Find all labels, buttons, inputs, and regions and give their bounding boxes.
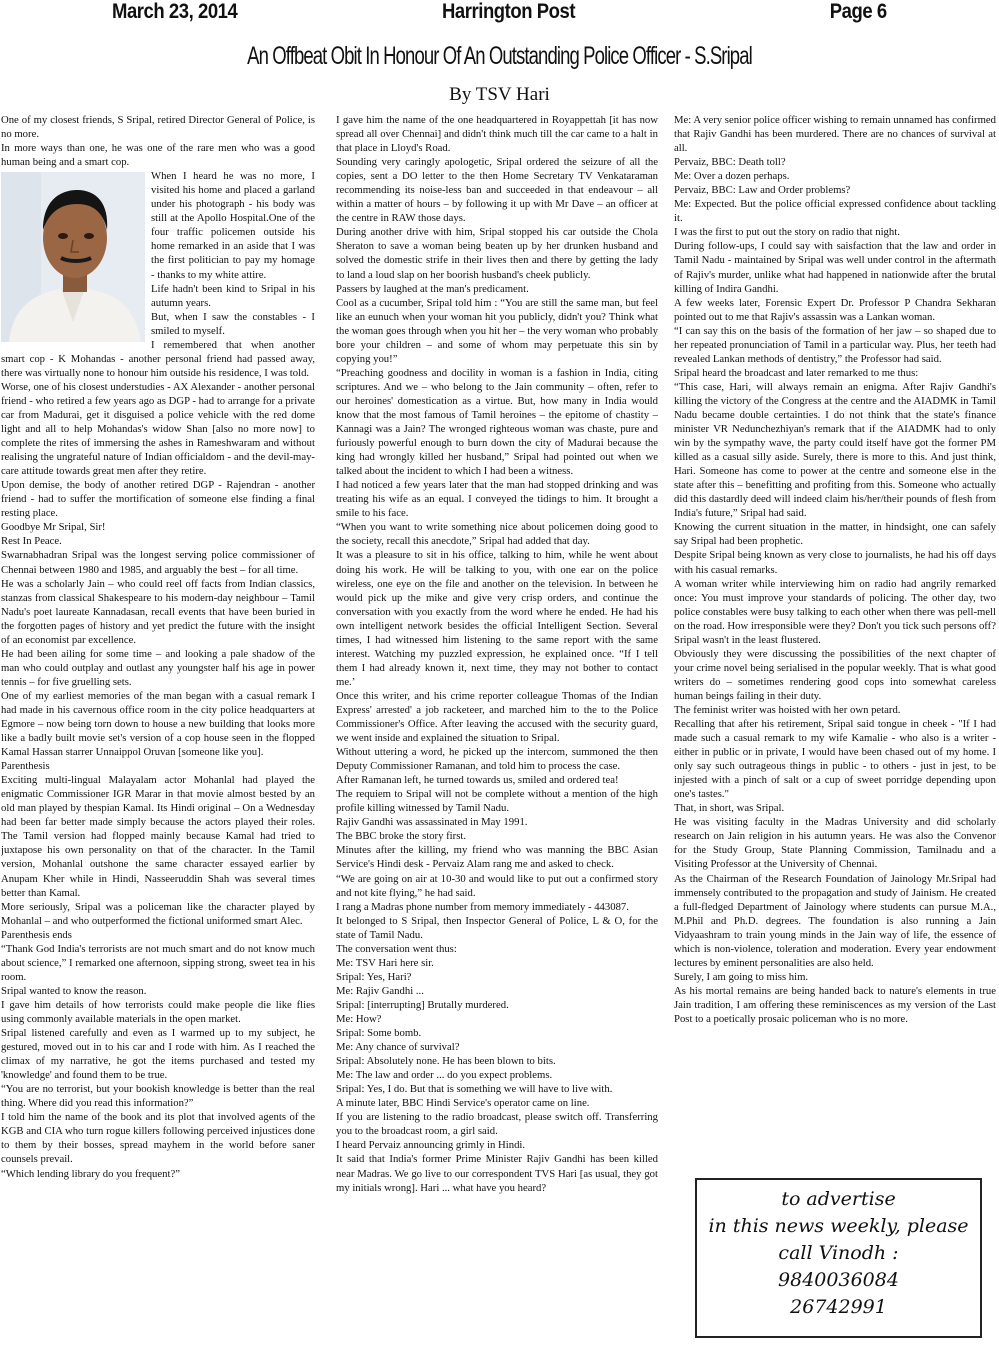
paragraph: Exciting multi-lingual Malayalam actor Mohanlal had played the enigmatic Commissioner IGR Marar in that movie almost bested by an old man played by thespian Kamal. Its Hindi original – On a Wednesday had been far better made simply because the actors played their roles. The Tamil version had flopped mainly because Kamal had tried to juxtapose his own personality on that of the character. In the Tamil version, Mohanlal outshone the same character essayed earlier by Anupam Kher while in Hindi, Nasseeruddin Shah was several times better than Kamal. bbox=[1, 774, 315, 899]
dialogue-line: Sripal: Yes, Hari? bbox=[336, 970, 412, 983]
paragraph: More seriously, Sripal was a policeman like the character played by Mohanlal – and who outperformed the fictional uniformed smart Alec. bbox=[1, 900, 315, 927]
paragraph: I rang a Madras phone number from memory immediately - 443087. bbox=[336, 900, 629, 913]
paragraph: The BBC broke the story first. bbox=[336, 830, 467, 843]
paragraph: “I can say this on the basis of the formation of her jaw – so shaped due to her repeated pronunciation of Tamil in a particular way. Plus, her teeth had revealed Lankan methods of dentistry,” the Professor had said. bbox=[674, 324, 996, 365]
portrait-photo bbox=[1, 172, 145, 342]
paragraph: The requiem to Sripal will not be complete without a mention of the high profile killing witnessed by Tamil Nadu. bbox=[336, 788, 658, 815]
article-column-2 bbox=[336, 113, 658, 1343]
dialogue-line: Me: Any chance of survival? bbox=[336, 1041, 460, 1054]
article-byline: By TSV Hari bbox=[449, 84, 550, 105]
dialogue-line: Sripal: [interrupting] Brutally murdered. bbox=[336, 998, 509, 1011]
dialogue-line: Pervaiz, BBC: Death toll? bbox=[674, 156, 786, 169]
ad-phone-mobile: 9840036084 bbox=[778, 1269, 899, 1291]
paragraph: One of my earliest memories of the man began with a casual remark I had made in his cavernous office room in the city police headquarters at Egmore – now being torn down to house a new building that looks more like a badly built movie set's version of a cop house seen in the flopped Kamal Hassan starrer Unnaippol Oruvan [someone like you]. bbox=[1, 689, 315, 759]
paragraph: “Which lending library do you frequent?” bbox=[1, 1167, 180, 1180]
paragraph: It was a pleasure to sit in his office, talking to him, while he went about doing his work. He will be talking to you, with one ear on the police wireless, one eye on the file and another on the television. In between he would pick up the mike and give very crisp orders, and continue the conversation with you exactly from the word where he ended. He had his own intelligent network besides the official Intelligent Section. Several times, I had witnessed him listening to the same report with the same interest. Watching my puzzled expression, he explained once. “If I tell them I had already known it, next time, they may not bother to contact me.’ bbox=[336, 549, 658, 688]
paragraph: “This case, Hari, will always remain an enigma. After Rajiv Gandhi's killing the victory of the Congress at the centre and the AIADMK in Tamil Nadu became double certainties. I do not think that the state's finance minister VR Nedunchezhiyan's remark that if the AIADMK had to only win by the sympathy wave, the party could itself have got the former PM killed as a casual silly aside. Surely, there is more to this. And just think, Hari. Someone has come to power at the centre and someone else in the state after this – benefitting and profiting from this. Someone who actually did this dastardly deed will indeed claim his/her/their pounds of flesh from India's future,” Sripal had said. bbox=[674, 380, 996, 520]
paragraph: Once this writer, and his crime reporter colleague Thomas of the Indian Express' arrested' a job racketeer, and marched him to the to the Police Commissioner's Office. After leaving the accused with the security guard, we went inside and explained the situation to Sripal. bbox=[336, 689, 658, 745]
paragraph: I was the first to put out the story on radio that night. bbox=[674, 226, 900, 239]
paragraph: I gave him the name of the one headquartered in Royappettah [it has now spread all over Chennai] and didn't think much till the car came to a halt in that place in Lloyd's Road. bbox=[336, 114, 658, 155]
paragraph: I heard Pervaiz announcing grimly in Hindi. bbox=[336, 1139, 526, 1152]
dialogue-line: Me: TSV Hari here sir. bbox=[336, 956, 434, 969]
paragraph: Rest In Peace. bbox=[1, 535, 62, 548]
dialogue-line: Me: The law and order ... do you expect problems. bbox=[336, 1069, 553, 1082]
paragraph: “When you want to write something nice about policemen doing good to the society, recall this anecdote,” Sripal had added that day. bbox=[336, 521, 658, 548]
paragraph: Rajiv Gandhi was assassinated in May 1991. bbox=[336, 816, 528, 829]
advertisement-box bbox=[695, 1178, 982, 1338]
paragraph: That, in short, was Sripal. bbox=[674, 802, 785, 815]
paragraph: Sripal listened carefully and even as I warmed up to my subject, he gestured, moved out in to his car and I rode with him. As I reached the climax of my narrative, he got the items purchased and tested my 'knowledge' and found them to be true. bbox=[1, 1027, 315, 1082]
article-headline: An Offbeat Obit In Honour Of An Outstanding Police Officer - S.Sripal bbox=[247, 42, 752, 70]
paragraph: When I heard he was no more, I visited his home and placed a garland under his photograph - his body was still at the Apollo Hospital.One of the four traffic policemen outside his home remarked in an aside that I was the first politician to pay my homage - thanks to my white attire. bbox=[151, 170, 315, 281]
paragraph: Sounding very caringly apologetic, Sripal ordered the seizure of all the copies, sent a DO letter to the then Home Secretary TV Venkataraman recommending its noise-less ban and succeeded in that endeavour – all within a matter of hours – by following it up with Mr Dave – an officer at the centre in RAW those days. bbox=[336, 156, 658, 225]
issue-date: March 23, 2014 bbox=[112, 0, 238, 23]
paragraph: He was visiting faculty in the Madras University and did scholarly research on Jain religion in his autumn years. He was also the Convenor for the Study Group, State Planning Commission, Tamilnadu and a Visiting Professor at the University of Chennai. bbox=[674, 816, 996, 871]
paragraph: A woman writer while interviewing him on radio had angrily remarked once: You must improve your standards of policing. The other day, two police constables were busy talking to each other when there was pell-mell on the road. How irresponsible were they? Don't you tick such persons off? bbox=[674, 577, 996, 632]
paragraph: Despite Sripal being known as very close to journalists, he had his off days with his casual remarks. bbox=[674, 549, 996, 576]
dialogue-line: Me: Expected. But the police official expressed confidence about tackling it. bbox=[674, 198, 996, 225]
paragraph: After Ramanan left, he turned towards us, smiled and ordered tea! bbox=[336, 774, 619, 787]
masthead bbox=[0, 0, 999, 26]
paragraph: I gave him details of how terrorists could make people die like flies using commonly available materials in the open market. bbox=[1, 998, 315, 1025]
paragraph: Upon demise, the body of another retired DGP - Rajendran - another friend - had to suffer the mortification of someone else finding a final resting place. bbox=[1, 479, 315, 520]
ad-line: to advertise bbox=[781, 1188, 896, 1210]
paragraph: A few weeks later, Forensic Expert Dr. Professor P Chandra Sekharan pointed out to me that Rajiv's assassin was a Lankan woman. bbox=[674, 296, 996, 323]
paragraph: Surely, I am going to miss him. bbox=[674, 970, 809, 983]
paragraph: I told him the name of the book and its plot that involved agents of the KGB and CIA who turn rogue killers following perceived injustices done to them by their bosses, spread mayhem in the world before saner counsels prevail. bbox=[1, 1111, 315, 1166]
paragraph: “You are no terrorist, but your bookish knowledge is better than the real thing. Where did you read this information?” bbox=[1, 1083, 315, 1110]
article-column-1 bbox=[1, 113, 315, 1343]
paragraph: Minutes after the killing, my friend who was manning the BBC Asian Service's Hindi desk - Pervaiz Alam rang me and asked to check. bbox=[336, 844, 658, 871]
paragraph: It belonged to S Sripal, then Inspector General of Police, L & O, for the state of Tamil Nadu. bbox=[336, 914, 658, 941]
paragraph: Recalling that after his retirement, Sripal said tongue in cheek - "If I had made such a casual remark to my wife Kamalie - who also is a writer - either in public or in private, I would have been chased out of my home. I only say such outrageous things in public - to others - just in jest, to be injested with a pinch of salt or a cup of sweet porridge depending upon one's tastes." bbox=[674, 718, 996, 801]
paragraph: As the Chairman of the Research Foundation of Jainology Mr.Sripal had immensely contributed to the propagation and study of Jainism. He created a full-fledged Department of Jainology where students can pursue M.A., M.Phil and Ph.D. degrees. The foundation is also running a Jain Vidyaashram to train young minds in the Jain way of life, the essence of which is non-violence, toleration and moderation. Every year endowment lectures by eminent personalities are also held. bbox=[674, 872, 996, 969]
paragraph: Life hadn't been kind to Sripal in his autumn years. bbox=[151, 282, 315, 309]
paragraph: The feminist writer was hoisted with her own petard. bbox=[674, 703, 901, 716]
paragraph: Goodbye Mr Sripal, Sir! bbox=[1, 521, 106, 534]
paragraph: He was a scholarly Jain – who could reel off facts from Indian classics, stanzas from classical Shakespeare to his modern-day neighbour – Tamil Nadu's poet laureate Kannadasan, recall events that have been buried in the forgotten pages of history and yet predict the future with the insight of an economist par excellence. bbox=[1, 577, 315, 646]
paragraph: Obviously they were discussing the possibilities of the next chapter of your crime novel being serialised in the popular weekly. That is what good writers do – sometimes rendering good cops into somewhat careless human beings failing in their duty. bbox=[674, 647, 996, 702]
paragraph: “We are going on air at 10-30 and would like to put out a confirmed story and not kite flying,” he had said. bbox=[336, 872, 658, 899]
paragraph: Cool as a cucumber, Sripal told him : “You are still the same man, but feel like an eunuch when your woman hit you publicly, didn't you? Think what the woman goes through when you hit her – the very woman who probably bore your children – and some of whom may perpetuate this sin by copying you!” bbox=[336, 296, 658, 365]
dialogue-line: Me: How? bbox=[336, 1013, 382, 1025]
paragraph: “Thank God India's terrorists are not much smart and do not know much about science,” I remarked one afternoon, sipping strong, sweet tea in his room. bbox=[1, 942, 315, 983]
ad-line: in this news weekly, please bbox=[708, 1215, 969, 1237]
paragraph: He had been ailing for some time – and looking a pale shadow of the man who could outplay and outlast any youngster half his age in power tennis – for five gruelling sets. bbox=[1, 647, 315, 688]
dialogue-line: Sripal: Yes, I do. But that is something we will have to live with. bbox=[336, 1083, 613, 1096]
paragraph: Worse, one of his closest understudies - AX Alexander - another personal friend - who retired a few years ago as DGP - had to arrange for a private car from Madurai, get it disguised a police vehicle with the red dome light and all to help Mohandas's widow Shan [also no more now] to complete the rites of immersing the ashes in Rameshwaram and without realising the ungrateful nature of Indian officialdom - and the devil-may-care attitude towards great men after they retire. bbox=[1, 380, 315, 478]
dialogue-line: Me: Over a dozen perhaps. bbox=[674, 170, 790, 183]
paragraph: Sripal wanted to know the reason. bbox=[1, 984, 147, 997]
paragraph: “Preaching goodness and docility in woman is a fashion in India, citing scriptures. And we – who belong to the Jain community – often, refer to our heroines' domestication as a virtue. But, how many in India would know that the most famous of Tamil heroines – the epitome of chastity – Kannagi was a Jain? The wronged righteous woman was chaste, pure and furiously powerful enough to burn down the city of Madurai because the king had wrongly killed her husband,” Sripal had pointed out when we talked about the incident to which I had been a witness. bbox=[336, 366, 658, 478]
paragraph: Without uttering a word, he picked up the intercom, summoned the then Deputy Commissioner Ramanan, and told him to process the case. bbox=[336, 746, 658, 773]
paragraph: Sripal heard the broadcast and later remarked to me thus: bbox=[674, 366, 919, 379]
dialogue-line: Pervaiz, BBC: Law and Order problems? bbox=[674, 184, 851, 197]
paragraph: I had noticed a few years later that the man had stopped drinking and was treating his wife as an equal. I conveyed the tidings to him. It brought a smile to his face. bbox=[336, 479, 658, 520]
paragraph: During follow-ups, I could say with saisfaction that the law and order in Tamil Nadu - maintained by Sripal was well under control in the aftermath of Rajiv's murder, unlike what had happened in nationwide after the brutal killing of Indira Gandhi. bbox=[674, 240, 996, 295]
dialogue-line: Me: Rajiv Gandhi ... bbox=[336, 984, 424, 997]
paragraph: In more ways than one, he was one of the rare men who was a good human being and a smart cop. bbox=[1, 142, 315, 169]
article-column-3 bbox=[674, 113, 996, 1148]
ad-contact-line: call Vinodh : bbox=[778, 1242, 899, 1264]
section-marker: Parenthesis ends bbox=[1, 928, 72, 941]
page-number: Page 6 bbox=[830, 0, 887, 23]
publication-name: Harrington Post bbox=[442, 0, 576, 23]
paragraph: As his mortal remains are being handed back to nature's elements in true Jain tradition, I am offering these reminiscences as my version of the Last Post to a poetically prosaic policeman who is no more. bbox=[674, 984, 996, 1025]
paragraph: Sripal wasn't in the least flustered. bbox=[674, 633, 821, 646]
paragraph: Swarnabhadran Sripal was the longest serving police commissioner of Chennai between 1980 and 1985, and arguably the best – for all time. bbox=[1, 549, 315, 576]
section-marker: Parenthesis bbox=[1, 760, 50, 773]
paragraph: A minute later, BBC Hindi Service's operator came on line. bbox=[336, 1097, 590, 1110]
paragraph: If you are listening to the radio broadcast, please switch off. Transferring you to the broadcast room, a girl said. bbox=[336, 1111, 658, 1138]
paragraph: Knowing the current situation in the matter, in hindsight, one can safely say Sripal had been prophetic. bbox=[674, 521, 996, 548]
paragraph: It said that India's former Prime Minister Rajiv Gandhi has been killed near Madras. We go live to our correspondent TVS Hari [as usual, they got my initials wrong]. Hari ... what have you heard? bbox=[336, 1153, 658, 1194]
ad-phone-landline: 26742991 bbox=[790, 1296, 887, 1318]
paragraph: One of my closest friends, S Sripal, retired Director General of Police, is no more. bbox=[1, 114, 315, 141]
paragraph: The conversation went thus: bbox=[336, 942, 457, 955]
paragraph: I remembered that when another smart cop - K Mohandas - another personal friend had passed away, there was virtually none to honour him outside his residence, I was told. bbox=[1, 338, 315, 379]
dialogue-line: Sripal: Some bomb. bbox=[336, 1027, 422, 1040]
paragraph: Passers by laughed at the man's predicament. bbox=[336, 282, 529, 295]
portrait-photo-image bbox=[1, 172, 145, 342]
dialogue-line: Me: A very senior police officer wishing to remain unnamed has confirmed that Rajiv Gandhi has been murdered. There are no chances of survival at all. bbox=[674, 114, 996, 155]
paragraph: But, when I saw the constables - I smiled to myself. bbox=[151, 310, 315, 337]
dialogue-line: Sripal: Absolutely none. He has been blown to bits. bbox=[336, 1055, 556, 1068]
paragraph: During another drive with him, Sripal stopped his car outside the Chola Sheraton to save a woman being beaten up by her drunken husband and solved the domestic strife in their lives then and there by getting the lady to land a loud slap on her boorish husband's cheek publicly. bbox=[336, 226, 658, 281]
